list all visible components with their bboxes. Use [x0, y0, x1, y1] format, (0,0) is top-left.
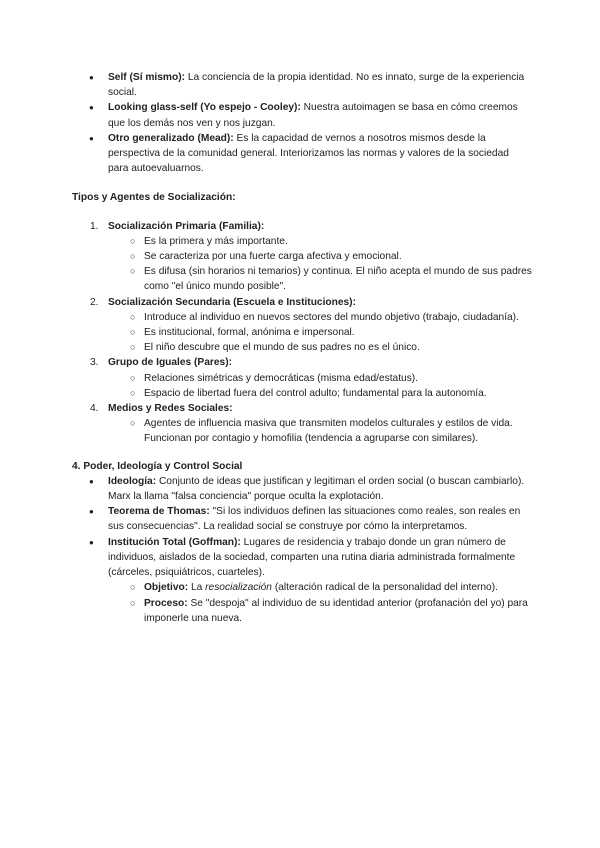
term-text: Nuestra autoimagen se basa en cómo creemos que los demás nos ven y nos juzgan.: [108, 102, 518, 129]
section-heading-tipos: Tipos y Agentes de Socialización:: [72, 192, 236, 204]
item-title: Socialización Secundaria (Escuela e Instituciones):: [108, 296, 356, 308]
sub-list: [108, 416, 532, 446]
term-label: Self (Sí mismo):: [108, 72, 185, 83]
list-item: [108, 535, 532, 626]
sub-list-item: ○ Espacio de libertad fuera del control adulto; fundamental para la autonomía.: [144, 386, 532, 401]
term-label: Ideología:: [108, 475, 157, 487]
sub-list: [108, 310, 532, 356]
sub-list: [108, 580, 532, 626]
item-title: Medios y Redes Sociales:: [108, 403, 233, 415]
term-text: Lugares de residencia y trabajo donde un gran número de individuos, aislados de la sociedad, comparten una rutina diaria administrada formalmente (cárceles, psiquiátricos, cuarteles).: [108, 536, 516, 579]
term-label: Teorema de Thomas:: [108, 506, 210, 518]
sub-list-item: ○ Relaciones simétricas y democráticas (misma edad/estatus).: [144, 371, 532, 386]
item-title: Grupo de Iguales (Pares):: [108, 357, 232, 369]
term-text: Se "despoja" al individuo de su identidad anterior (profanación del yo) para imponerle una nueva.: [144, 597, 528, 624]
section-heading-poder: 4. Poder, Ideología y Control Social: [72, 460, 243, 472]
sub-list: [108, 234, 532, 295]
term-text: La conciencia de la propia identidad. No es innato, surge de la experiencia social.: [108, 72, 525, 99]
socialization-types-list: [72, 219, 532, 447]
list-item: [90, 401, 532, 447]
list-item: [108, 504, 532, 534]
list-item: [108, 131, 532, 177]
term-text: (alteración radical de la personalidad del interno).: [271, 582, 498, 594]
list-item: [108, 70, 532, 100]
sub-list-item: ○ El niño descubre que el mundo de sus padres no es el único.: [144, 340, 532, 355]
term-label: Institución Total (Goffman):: [108, 536, 241, 548]
sub-list-item: ○ Es la primera y más importante.: [144, 234, 532, 249]
list-item: [90, 219, 532, 295]
term-label: Looking glass-self (Yo espejo - Cooley):: [108, 102, 301, 114]
sub-list-item: ○ Es difusa (sin horarios ni temarios) y continua. El niño acepta el mundo de sus padres como "el único mundo posible".: [144, 264, 532, 294]
list-number: 4.: [90, 403, 99, 415]
list-number: 3.: [90, 357, 99, 369]
list-number: 1.: [90, 220, 99, 232]
term-label: Objetivo:: [144, 582, 189, 594]
emphasis-text: resocialización: [205, 582, 272, 594]
term-label: Otro generalizado (Mead):: [108, 132, 234, 144]
list-item: [90, 295, 532, 356]
document-content: [72, 70, 532, 626]
list-item: [90, 355, 532, 401]
term-label: Proceso:: [144, 597, 188, 609]
item-title: Socialización Primaria (Familia):: [108, 220, 265, 232]
sub-list-item: ○ Agentes de influencia masiva que transmiten modelos culturales y estilos de vida. Funcionan por contagio y homofilia (tendencia a agruparse con similares).: [144, 416, 532, 446]
list-number: 2.: [90, 296, 99, 308]
term-text: La: [188, 582, 206, 594]
sub-list-item: [144, 580, 532, 595]
term-text: Conjunto de ideas que justifican y legitiman el orden social (o buscan cambiarlo). Marx la llama "falsa conciencia" porque oculta la explotación.: [108, 475, 525, 503]
list-item: [108, 474, 532, 504]
list-item: [108, 100, 532, 130]
power-concepts-list: [72, 474, 532, 626]
sub-list: [108, 371, 532, 401]
sub-list-item: ○ Introduce al individuo en nuevos sectores del mundo objetivo (trabajo, ciudadanía).: [144, 310, 532, 325]
sub-list-item: ○ Se caracteriza por una fuerte carga afectiva y emocional.: [144, 249, 532, 264]
term-text: "Si los individuos definen las situaciones como reales, son reales en sus consecuencias". La realidad social se construye por cómo la interpretamos.: [108, 506, 521, 533]
concepts-list: [72, 70, 532, 176]
sub-list-item: ○ Es institucional, formal, anónima e impersonal.: [144, 325, 532, 340]
sub-list-item: [144, 596, 532, 626]
term-text: Es la capacidad de vernos a nosotros mismos desde la perspectiva de la comunidad general. Interiorizamos las normas y valores de la sociedad para autoevaluarnos.: [108, 132, 509, 175]
